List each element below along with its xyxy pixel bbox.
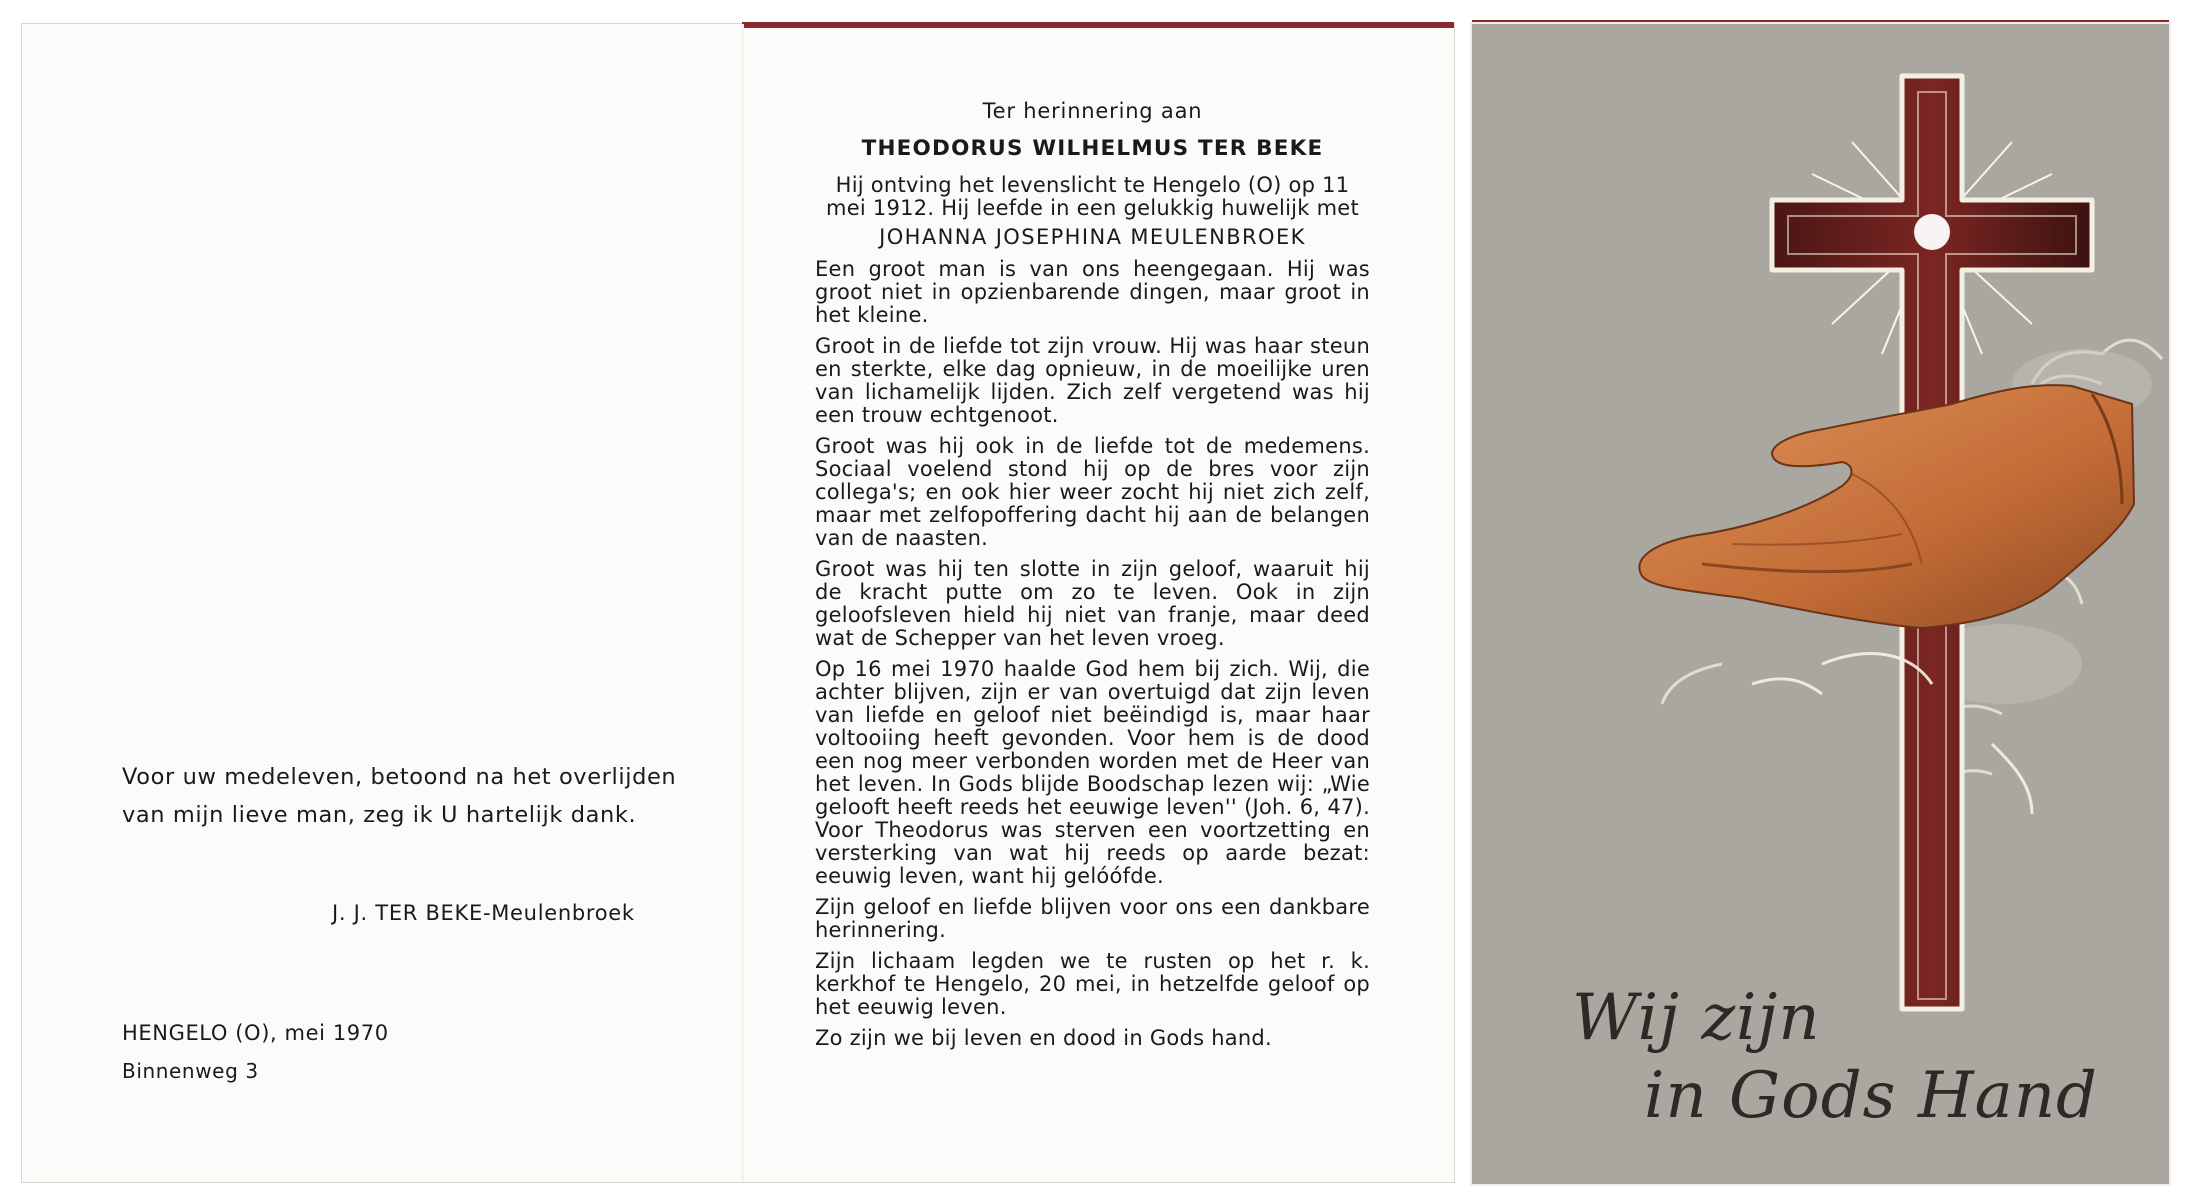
widow-signature: J. J. TER BEKE-Meulenbroek bbox=[332, 901, 635, 925]
address: Binnenweg 3 bbox=[122, 1059, 259, 1083]
card-front-illustration bbox=[1472, 24, 2169, 1184]
paragraph: Groot in de liefde tot zijn vrouw. Hij was haar steun en sterkte, elke dag opnieuw, in de moeilijke uren van lichamelijk lijden. Zich zelf vergetend was hij een trouw echtgenoot. bbox=[815, 334, 1370, 427]
paragraph: Groot was hij ook in de liefde tot de medemens. Sociaal voelend stond hij op de bres voor zijn collega's; en ook hier weer zocht hij niet zich zelf, maar met zelfopoffering dacht hij aan de belangen van de naasten. bbox=[815, 434, 1370, 550]
intro-heading: Ter herinnering aan bbox=[982, 99, 1203, 123]
paragraph: Groot was hij ten slotte in zijn geloof, waaruit hij de kracht putte om zo te leven. Ook in zijn geloofsleven hield hij niet van franje, maar deed wat de Schepper van het leven vroeg. bbox=[815, 557, 1370, 650]
birth-text: Hij ontving het levenslicht te Hengelo (O) op 11 mei 1912. Hij leefde in een gelukkig huwelijk met bbox=[826, 173, 1359, 220]
thanks-message bbox=[122, 758, 682, 834]
open-hand bbox=[1639, 385, 2134, 628]
paragraph: Zijn lichaam legden we te rusten op het r. k. kerkhof te Hengelo, 20 mei, in hetzelfde geloof op het eeuwig leven. bbox=[815, 949, 1370, 1019]
paragraph-closing: Zo zijn we bij leven en dood in Gods hand. bbox=[815, 1026, 1272, 1050]
paragraph: Op 16 mei 1970 haalde God hem bij zich. Wij, die achter blijven, zijn er van overtuigd dat zijn leven van liefde en geloof niet beëindigd is, maar haar voltooiing heeft gevonden. Voor hem is de dood een nog meer verbonden worden met de Heer van het leven. In Gods blijde Boodschap lezen wij: „Wie gelooft heeft reeds het eeuwige leven'' (Joh. 6, 47). Voor Theodorus was sterven een voortzetting en versterking van wat hij reeds op aarde bezat: eeuwig leven, want hij gelóófde. bbox=[815, 657, 1370, 888]
memorial-text bbox=[815, 100, 1370, 1058]
paragraph: Zijn geloof en liefde blijven voor ons een dankbare herinnering. bbox=[815, 895, 1370, 942]
motto-line-2: in Gods Hand bbox=[1644, 1059, 2098, 1133]
spouse-name: JOHANNA JOSEPHINA MEULENBROEK bbox=[879, 225, 1306, 249]
thanks-line-2: van mijn lieve man, zeg ik U hartelijk dank. bbox=[122, 802, 637, 828]
card-top-edge bbox=[742, 22, 1454, 28]
card-fold-line bbox=[742, 24, 744, 1182]
motto-line-1: Wij zijn bbox=[1572, 981, 1821, 1055]
cross-center-light bbox=[1914, 214, 1950, 250]
thanks-line-1: Voor uw medeleven, betoond na het overlijden bbox=[122, 764, 677, 790]
paragraph: Een groot man is van ons heengegaan. Hij was groot niet in opzienbarende dingen, maar groot in het kleine. bbox=[815, 257, 1370, 327]
place-date: HENGELO (O), mei 1970 bbox=[122, 1021, 389, 1045]
deceased-name: THEODORUS WILHELMUS TER BEKE bbox=[861, 136, 1324, 161]
